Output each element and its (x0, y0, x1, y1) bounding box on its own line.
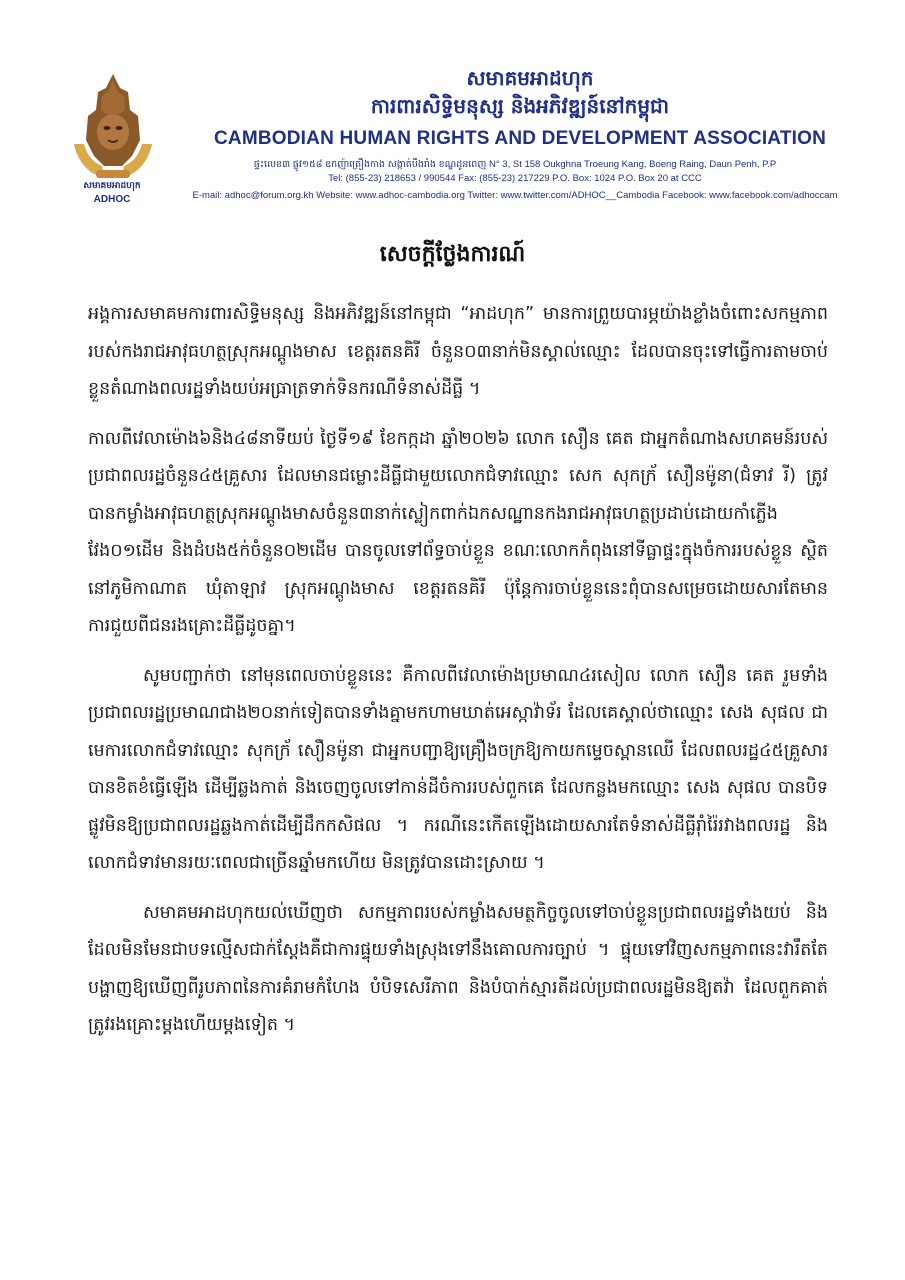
org-name-khmer-line2: ការពារសិទ្ធិមនុស្ស និងអភិវឌ្ឍន៍នៅកម្ពុជា (370, 94, 670, 118)
logo-caption-khmer: សមាគមអាដហុក (83, 181, 141, 191)
logo-caption-english: ADHOC (93, 194, 131, 205)
org-name-khmer-line1: សមាគមអាដហុក (466, 66, 594, 90)
address-line-2: Tel: (855-23) 218653 / 990544 Fax: (855-23) 217229 P.O. Box: 1024 P.O. Box 20 at CCC (328, 173, 702, 184)
document-title: សេចក្ដីថ្លែងការណ៍ (379, 242, 526, 267)
paragraph-2: កាលពីវេលាម៉ោង៦និង៤៨នាទីយប់ ថ្ងៃទី១៩ ខែកក្កដា ឆ្នាំ២០២៦ លោក សឿន គេត ជាអ្នកតំណាងសហគមន៍របស់ប្រជាពលរដ្ឋចំនួន៤៥គ្រួសារ ដែលមានជម្លោះដីធ្លីជាមួយលោកជំទាវឈ្មោះ សេក សុកក្រ័ សឿនម៉ូនា(ជំទាវ រី) ត្រូវបានកម្លាំងអាវុធហត្ថស្រុកអណ្ដូងមាសចំនួន៣នាក់ស្លៀកពាក់ឯកសណ្ឋានកងរាជអាវុធហត្ថប្រដាប់ដោយកាំភ្លើងវែង០១ដើម និងដំបង៥ក់ចំនួន០២ដើម បានចូលទៅព័ទ្ធចាប់ខ្លួន ខណៈលោកកំពុងនៅទីធ្លាផ្ទះក្នុងចំការរបស់ខ្លួន ស្ថិតនៅភូមិកាណាត ឃុំតាឡាវ ស្រុកអណ្ដូងមាស ខេត្តរតនគិរី ប៉ុន្តែការចាប់ខ្លួននេះពុំបានសម្រេចដោយសារតែមានការជួយពីជនរងគ្រោះដីធ្លីដូចគ្នា។ (88, 428, 828, 636)
address-line-1: ផ្ទះលេខ៣ ផ្លូវ១៥៨ ឧកញ៉ាត្រឿងកាង សង្កាត់បឹងរាំង ខណ្ឌដូនពេញ N° 3, St 158 Oukghna Troeung Kang, Boeng Raing, Daun Penh, P.P (253, 159, 777, 170)
paragraph-3: សូមបញ្ជាក់ថា នៅមុនពេលចាប់ខ្លួននេះ គឺកាលពីវេលាម៉ោងប្រមាណ៤រសៀល លោក សឿន គេត រួមទាំងប្រជាពលរដ្ឋប្រមាណជាង២០នាក់ទៀតបានទាំងគ្នាមកហាមឃាត់អេស្កាវ៉ាទ័រ ដែលគេស្គាល់ថាឈ្មោះ សេង សុផល ជាមេការលោកជំទាវឈ្មោះ សុកក្រ័ សឿនម៉ូនា ជាអ្នកបញ្ជាឱ្យគ្រឿងចក្រឱ្យកាយកម្ទេចស្ពានឈើ ដែលពលរដ្ឋ៤៥គ្រួសារបានខិតខំធ្វើឡើង ដើម្បីឆ្លងកាត់ និងចេញចូលទៅកាន់ដីចំការរបស់ពួកគេ ដែលកន្លងមកឈ្មោះ សេង សុផល បានបិទផ្លូវមិនឱ្យប្រជាពលរដ្ឋឆ្លងកាត់ដើម្បីដឹកកសិផល ។ ករណីនេះកើតឡើងដោយសារតែទំនាស់ដីធ្លីរ៉ាំរ៉ៃរវាងពលរដ្ឋ និងលោកជំទាវមានរយៈពេលជាច្រើនឆ្នាំមកហើយ មិនត្រូវបានដោះស្រាយ ។ (88, 665, 828, 873)
org-name-english: CAMBODIAN HUMAN RIGHTS AND DEVELOPMENT ASSOCIATION (213, 128, 827, 149)
paragraph-1: អង្គការសមាគមការពារសិទ្ធិមនុស្ស និងអភិវឌ្ឍន៍នៅកម្ពុជា “អាដហុក” មានការព្រួយបារម្ភយ៉ាងខ្លាំងចំពោះសកម្មភាពរបស់កងរាជអាវុធហត្ថស្រុកអណ្ដូងមាស ខេត្តរតនគិរី ចំនួន០៣នាក់មិនស្គាល់ឈ្មោះ ដែលបានចុះទៅធ្វើការតាមចាប់ខ្លួនតំណាងពលរដ្ឋទាំងយប់អធ្រាត្រទាក់ទិនករណីទំនាស់ដីធ្លី ។ (88, 304, 828, 399)
paragraph-4: សមាគមអាដហុកយល់ឃើញថា សកម្មភាពរបស់កម្លាំងសមត្ថកិច្ចចូលទៅចាប់ខ្លួនប្រជាពលរដ្ឋទាំងយប់ និងដែលមិនមែនជាបទល្មើសជាក់ស្ដែងគឺជាការផ្ទុយទាំងស្រុងទៅនឹងគោលការច្បាប់ ។ ផ្ទុយទៅវិញសកម្មភាពនេះវារឹតតែបង្ហាញឱ្យឃើញពីរូបភាពនៃការគំរាមកំហែង បំបិទសេរីភាព និងបំបាក់ស្មារតីដល់ប្រជាពលរដ្ឋមិនឱ្យតវ៉ា ដែលពួកគាត់ត្រូវរងគ្រោះម្ដងហើយម្ដងទៀត ។ (88, 902, 828, 1035)
contacts-line: E-mail: adhoc@forum.org.kh Website: www.adhoc-cambodia.org Twitter: www.twitter.com/ADHOC__Cambodia Facebook: www.facebook.com/adhoccam (192, 190, 838, 201)
statement-body (88, 296, 828, 1057)
